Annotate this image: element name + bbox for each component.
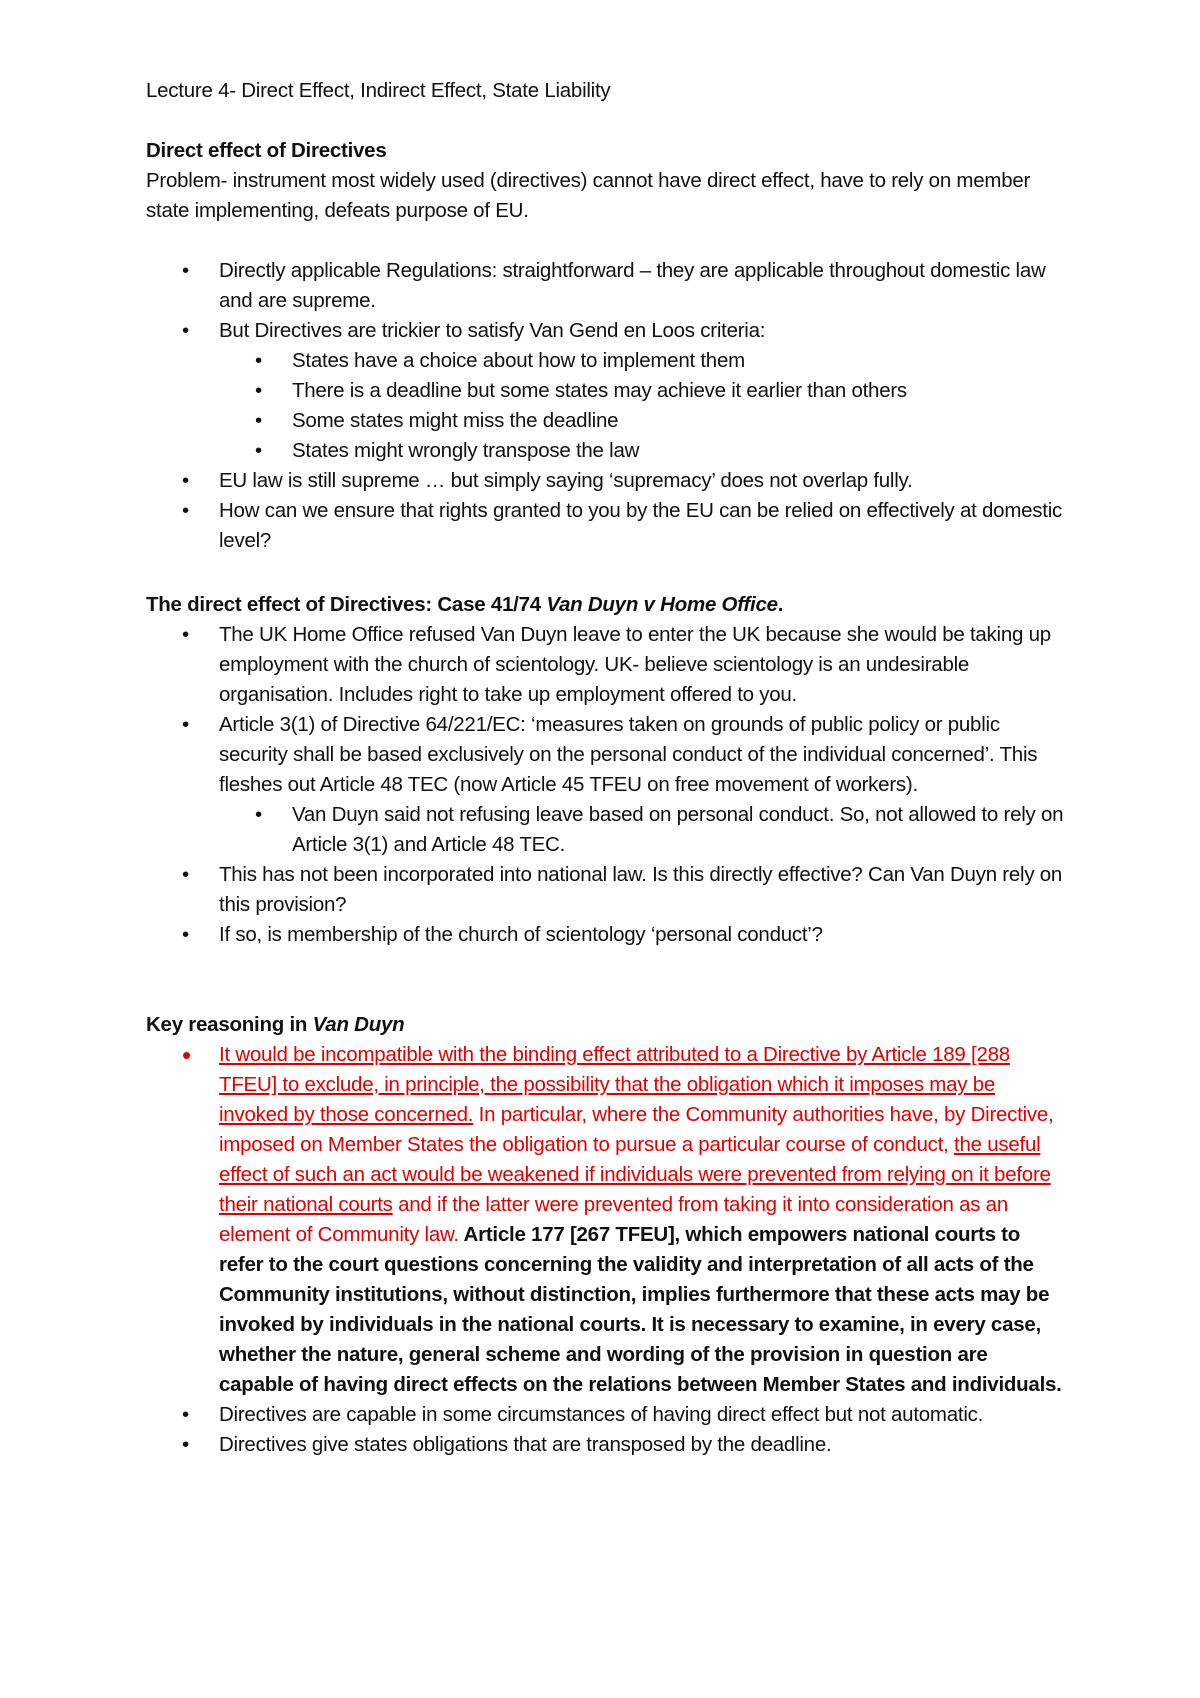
sub-list-item: • Van Duyn said not refusing leave based on personal conduct. So, not allowed to rely on Article 3(1) and Article 48 TEC.: [219, 800, 1066, 860]
list-item: • The UK Home Office refused Van Duyn leave to enter the UK because she would be taking up employment with the church of scientology. UK- believe scientology is an undesirable organisation. Includes right to take up employment offered to you.: [146, 620, 1066, 710]
sub-list-item: • Some states might miss the deadline: [219, 406, 1066, 436]
list-item: [146, 710, 1066, 860]
section-heading: [146, 1010, 1066, 1040]
heading-punctuation: .: [777, 593, 784, 616]
quote-text-1: In particular, where the Community authorities have, by Directive, imposed on Member States the obligation to pursue a particular course of conduct,: [219, 1103, 1054, 1156]
sub-list-item: • States have a choice about how to implement them: [219, 346, 1066, 376]
sub-bullet-list: [219, 346, 1066, 466]
list-item: • EU law is still supreme … but simply saying ‘supremacy’ does not overlap fully.: [146, 466, 1066, 496]
list-item-text: But Directives are trickier to satisfy Van Gend en Loos criteria:: [219, 319, 766, 342]
case-name: Van Duyn v Home Office: [546, 593, 778, 616]
sub-list-item: • There is a deadline but some states may achieve it earlier than others: [219, 376, 1066, 406]
quote-text-2: and if the latter were prevented from taking it into consideration as an element of Community law.: [219, 1193, 1008, 1246]
section-heading: Direct effect of Directives: [146, 139, 387, 162]
sub-bullet-list: [219, 800, 1066, 860]
paragraph: Problem- instrument most widely used (directives) cannot have direct effect, have to rely on member state implementing, defeats purpose of EU.: [146, 169, 1031, 222]
list-item: • Directly applicable Regulations: straightforward – they are applicable throughout domestic law and are supreme.: [146, 256, 1066, 316]
sub-list-item: • States might wrongly transpose the law: [219, 436, 1066, 466]
case-name: Van Duyn: [312, 1013, 405, 1036]
list-item-text: Article 3(1) of Directive 64/221/EC: ‘measures taken on grounds of public policy or public security shall be based exclusively on the personal conduct of the individual concerned’. This fleshes out Article 48 TEC (now Article 45 TFEU on free movement of workers).: [219, 713, 1038, 796]
page-title: Lecture 4- Direct Effect, Indirect Effect, State Liability: [146, 79, 611, 102]
heading-text: The direct effect of Directives: Case 41/74: [146, 593, 547, 616]
bullet-list: [146, 256, 1066, 556]
list-item: • Directives are capable in some circumstances of having direct effect but not automatic.: [146, 1400, 1066, 1430]
bullet-list: [146, 620, 1066, 950]
quote-bold-text: Article 177 [267 TFEU], which empowers national courts to refer to the court questions concerning the validity and interpretation of all acts of the Community institutions, without distinction, implies furthermore that these acts may be invoked by individuals in the national courts. It is necessary to examine, in every case, whether the nature, general scheme and wording of the provision in question are capable of having direct effects on the relations between Member States and individuals.: [219, 1223, 1062, 1396]
list-item: • Directives give states obligations that are transposed by the deadline.: [146, 1430, 1066, 1460]
section-heading: [146, 590, 1066, 620]
list-item: • This has not been incorporated into national law. Is this directly effective? Can Van Duyn rely on this provision?: [146, 860, 1066, 920]
section-van-duyn-case: [146, 590, 1066, 950]
list-item: • How can we ensure that rights granted to you by the EU can be relied on effectively at domestic level?: [146, 496, 1066, 556]
list-item: • If so, is membership of the church of scientology ‘personal conduct’?: [146, 920, 1066, 950]
section-direct-effect-of-directives: [146, 136, 1066, 556]
quote-underlined-2: the useful effect of such an act would be weakened if individuals were prevented from relying on it before their national courts: [219, 1133, 1051, 1216]
quote-underlined-1: It would be incompatible with the binding effect attributed to a Directive by Article 189 [288 TFEU] to exclude, in principle, the possibility that the obligation which it imposes may be invoked by those concerned.: [219, 1043, 1010, 1126]
section-key-reasoning: [146, 1010, 1066, 1460]
list-item: [146, 316, 1066, 466]
quote-list-item: [146, 1040, 1066, 1400]
bullet-list: [146, 1040, 1066, 1460]
heading-text: Key reasoning in: [146, 1013, 313, 1036]
